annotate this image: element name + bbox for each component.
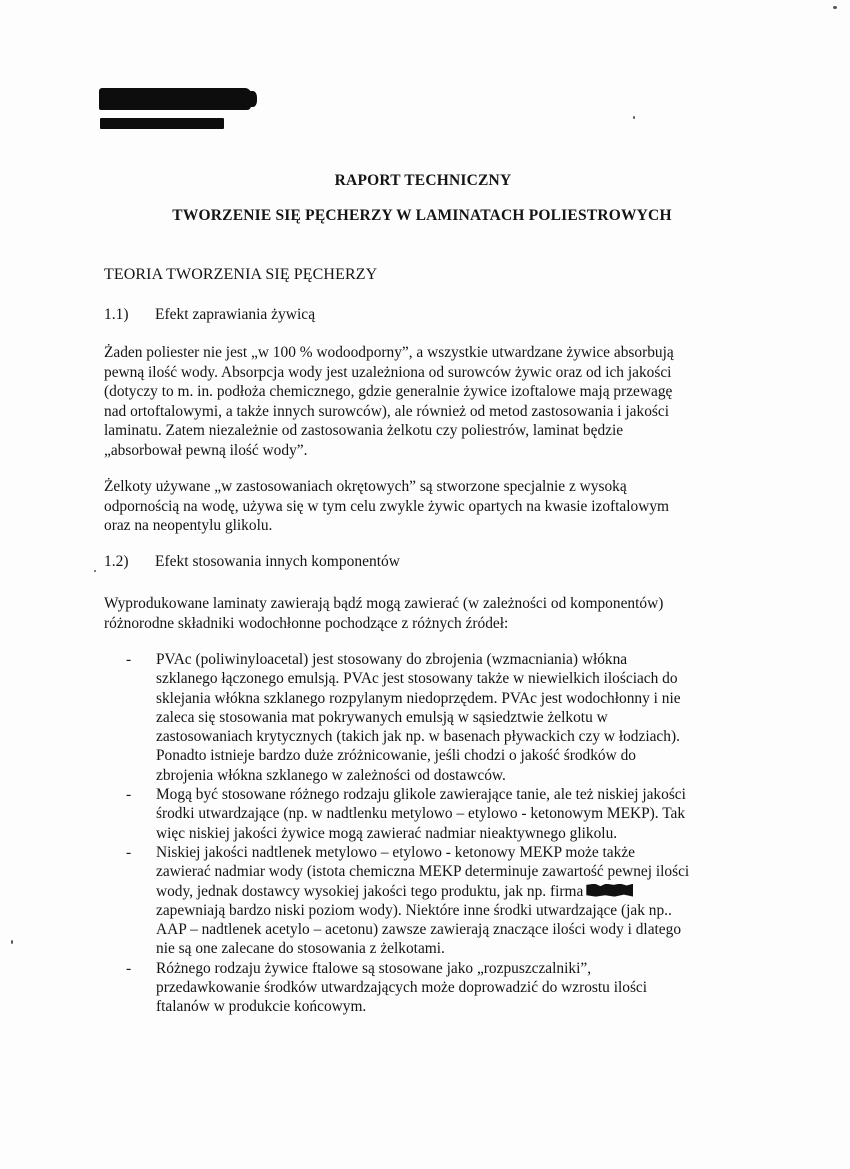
list-item	[126, 650, 689, 785]
paragraph	[104, 343, 724, 460]
text-line: Żaden poliester nie jest „w 100 % wodoodporny”, a wszystkie utwardzane żywice absorbują	[104, 344, 674, 361]
list-item	[126, 785, 689, 843]
bullet-dash: -	[126, 786, 132, 804]
paragraph	[104, 477, 724, 536]
list-item	[126, 843, 689, 959]
text-line: nad ortoftalowymi, a także innych surowców), ale również od metod zastosowania i jakości	[104, 402, 670, 420]
bullet-dash: -	[126, 959, 132, 977]
report-title: RAPORT TECHNICZNY	[334, 172, 512, 189]
text-line: Żelkoty używane „w zastosowaniach okrętowych” są stworzone specjalnie z wysoką	[104, 478, 627, 495]
scan-speck	[94, 570, 96, 572]
text-line: pewną ilość wody. Absorpcja wody jest uzależniona od surowców żywic oraz od ich jakości	[104, 363, 672, 381]
bullet-list	[126, 650, 689, 1017]
text-line: Ponadto istnieje bardzo duże zróżnicowanie, jeśli chodzi o jakość środków do	[156, 747, 636, 765]
text-line: środki utwardzające (np. w nadtlenku metylowo – etylowo - ketonowym MEKP). Tak	[156, 805, 686, 823]
text-line: oraz na neopentylu glikolu.	[104, 517, 273, 534]
scan-speck	[833, 6, 837, 9]
scan-speck	[633, 116, 635, 119]
text-line: zbrojenia włókna szklanego w zależności od dostawców.	[156, 766, 506, 784]
redacted-company-name	[586, 884, 633, 897]
subsection-title: Efekt zaprawiania żywicą	[155, 306, 316, 323]
text-line: „absorbował pewną ilość wody”.	[104, 441, 308, 459]
bullet-dash: -	[126, 843, 132, 861]
text-line: zawierać nadmiar wody (istota chemiczna MEKP determinuje zawartość pewnej ilości	[156, 863, 690, 881]
paragraph	[104, 594, 724, 633]
text-line: Mogą być stosowane różnego rodzaju glikole zawierające tanie, ale też niskiej jakości	[156, 786, 686, 804]
subsection-heading	[104, 553, 400, 571]
text-line: nie są one zalecane do stosowania z żelkotami.	[156, 940, 445, 958]
subsection-number: 1.2)	[104, 553, 129, 570]
text-line: odpornością na wodę, używa się w tym celu zwykle żywic opartych na kwasie izoftalowym	[104, 497, 669, 515]
text-line: (dotyczy to m. in. podłoża chemicznego, gdzie generalnie żywice izoftalowe mają przewagę	[104, 383, 673, 400]
text-line: zaleca się stosowania mat pokrywanych emulsją w sąsiedztwie żelkotu w	[156, 708, 608, 726]
redacted-reference-block	[100, 118, 224, 129]
text-line: zastosowaniach krytycznych (takich jak np. w basenach pływackich czy w łodziach).	[156, 728, 680, 746]
subsection-heading	[104, 306, 315, 324]
text-line: zapewniają bardzo niski poziom wody). Niektóre inne środki utwardzające (jak np..	[156, 901, 672, 919]
text-line: więc niskiej jakości żywice mogą zawierać nadmiar nieaktywnego glikolu.	[156, 824, 618, 842]
text-line: laminatu. Zatem niezależnie od zastosowania żelkotu czy poliestrów, laminat będzie	[104, 422, 624, 439]
report-subtitle: TWORZENIE SIĘ PĘCHERZY W LAMINATACH POLIESTROWYCH	[172, 207, 672, 224]
bullet-dash: -	[126, 651, 132, 668]
text-line: szklanego łączonego emulsją. PVAc jest stosowany także w niewielkich ilościach do	[156, 670, 678, 688]
text-line: AAP – nadtlenek acetylo – acetonu) zawsze zawierają znaczące ilości wody i dlatego	[156, 921, 682, 939]
text-line-with-redaction	[156, 882, 689, 901]
text-line: przedawkowanie środków utwardzających może doprowadzić do wzrostu ilości	[156, 979, 648, 997]
text-fragment: wody, jednak dostawcy wysokiej jakości tego produktu, jak np. firma	[156, 882, 584, 900]
subsection-title: Efekt stosowania innych komponentów	[155, 553, 400, 570]
subsection-number: 1.1)	[104, 306, 129, 323]
text-line: różnorodne składniki wodochłonne pochodzące z różnych źródeł:	[104, 614, 509, 632]
text-line: Niskiej jakości nadtlenek metylowo – etylowo - ketonowy MEKP może także	[156, 843, 635, 861]
section-heading: TEORIA TWORZENIA SIĘ PĘCHERZY	[104, 266, 378, 283]
text-line: ftalanów w produkcie końcowym.	[156, 998, 367, 1016]
text-line: Różnego rodzaju żywice ftalowe są stosowane jako „rozpuszczalniki”,	[156, 959, 592, 977]
scan-speck	[11, 940, 13, 944]
list-item	[126, 959, 689, 1017]
text-line: Wyprodukowane laminaty zawierają bądź mogą zawierać (w zależności od komponentów)	[104, 595, 664, 612]
text-line: PVAc (poliwinyloacetal) jest stosowany do zbrojenia (wzmacniania) włókna	[156, 651, 628, 668]
redacted-author-block	[99, 88, 251, 110]
text-line: sklejania włókna szklanego rozpylanym niedoprzędem. PVAc jest wodochłonny i nie	[156, 689, 681, 707]
